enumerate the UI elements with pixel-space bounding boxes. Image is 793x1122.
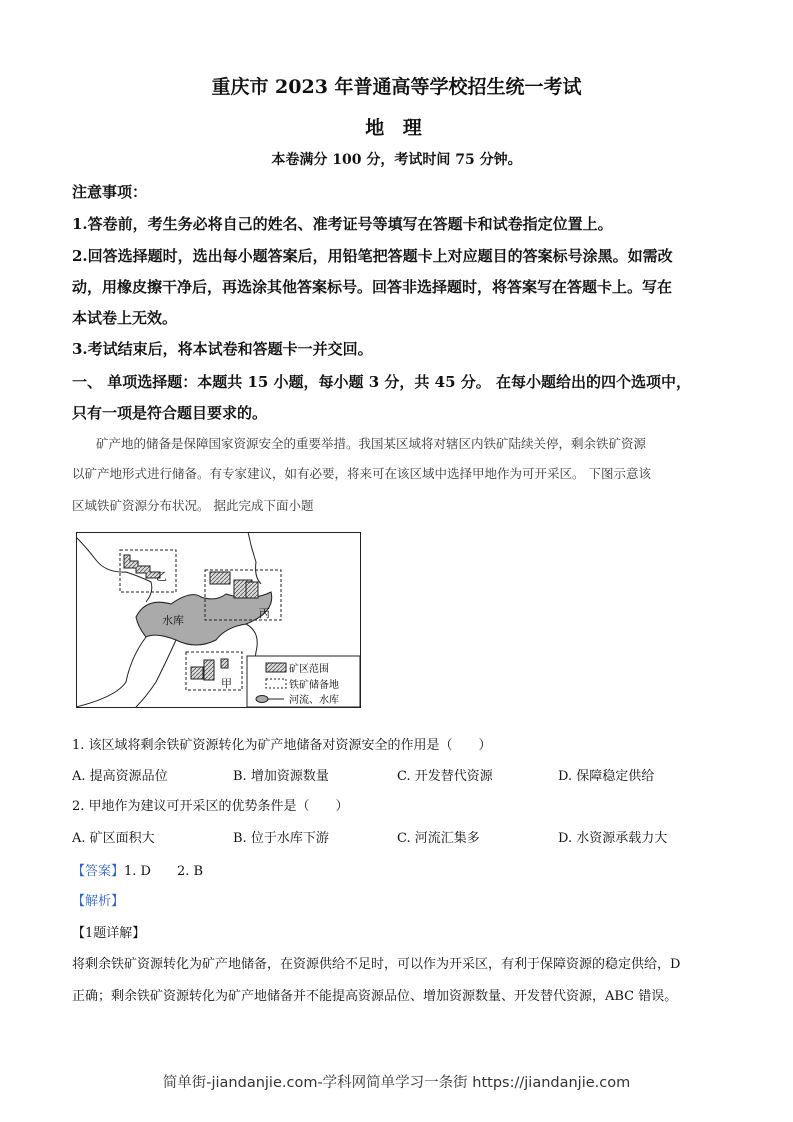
passage-line: 以矿产地形式进行储备。有专家建议，如有必要，将来可在该区域中选择甲地作为可开采区。 下图示意该 [72, 466, 651, 481]
map-label-yi: 乙 [156, 570, 167, 583]
question-2-stem: 2. 甲地作为建议可开采区的优势条件是（ ） [72, 799, 349, 814]
note-line: 本试卷上无效。 [72, 309, 178, 327]
q2-option-c: C. 河流汇集多 [397, 831, 480, 846]
q1-option-c: C. 开发替代资源 [397, 769, 493, 784]
answer-text: 1. D 2. B [124, 864, 204, 879]
iron-ore-map [76, 532, 361, 708]
analysis-line: 正确；剩余铁矿资源转化为矿产地储备并不能提高资源品位、增加资源数量、开发替代资源，ABC 错误。 [72, 989, 678, 1004]
question-1-stem: 1. 该区域将剩余铁矿资源转化为矿产地储备对资源安全的作用是（ ） [72, 738, 492, 753]
q1-option-b: B. 增加资源数量 [233, 769, 329, 784]
legend-river: 河流、水库 [289, 695, 339, 706]
answer-line [72, 860, 203, 879]
passage-line: 区域铁矿资源分布状况。 据此完成下面小题 [72, 498, 314, 513]
note-line: 2.回答选择题时，选出每小题答案后，用铅笔把答题卡上对应题目的答案标号涂黑。如需改 [72, 247, 673, 265]
passage-line: 矿产地的储备是保障国家资源安全的重要举措。我国某区域将对辖区内铁矿陆续关停，剩余铁矿资源 [96, 436, 647, 451]
map-label-reservoir: 水库 [162, 614, 184, 627]
exam-info: 本卷满分 100 分，考试时间 75 分钟。 [271, 152, 522, 168]
q1-option-d: D. 保障稳定供给 [558, 769, 655, 784]
q2-option-b: B. 位于水库下游 [233, 831, 329, 846]
analysis-label: 【解析】 [72, 894, 125, 909]
map-label-jia: 甲 [221, 677, 232, 690]
section-heading: 只有一项是符合题目要求的。 [72, 404, 268, 422]
note-line: 动，用橡皮擦干净后，再选涂其他答案标号。回答非选择题时，将答案写在答题卡上。写在 [72, 278, 673, 296]
note-line: 3.考试结束后，将本试卷和答题卡一并交回。 [72, 340, 373, 358]
q1-option-a: A. 提高资源品位 [72, 769, 168, 784]
legend-mine-area: 矿区范围 [289, 664, 329, 675]
map-label-bing: 丙 [259, 607, 270, 620]
answer-label: 【答案】 [72, 864, 125, 879]
exam-title: 重庆市 2023 年普通高等学校招生统一考试 [211, 76, 582, 98]
legend-reserve: 铁矿储备地 [289, 680, 339, 691]
footer-watermark: 简单街-jiandanjie.com-学科网简单学习一条街 https://jiandanjie.com [162, 1075, 631, 1091]
note-line: 1.答卷前，考生务必将自己的姓名、准考证号等填写在答题卡和试卷指定位置上。 [72, 215, 613, 233]
q2-option-d: D. 水资源承载力大 [558, 831, 668, 846]
analysis-sub-heading: 【1题详解】 [72, 926, 146, 941]
notes-heading: 注意事项： [72, 183, 148, 201]
subject-title: 地 理 [365, 117, 428, 139]
analysis-line: 将剩余铁矿资源转化为矿产地储备，在资源供给不足时，可以作为开采区，有利于保障资源的稳定供给，D [72, 957, 681, 972]
section-heading: 一、 单项选择题：本题共 15 小题，每小题 3 分，共 45 分。 在每小题给出的四个选项中， [72, 373, 691, 391]
q2-option-a: A. 矿区面积大 [72, 831, 155, 846]
